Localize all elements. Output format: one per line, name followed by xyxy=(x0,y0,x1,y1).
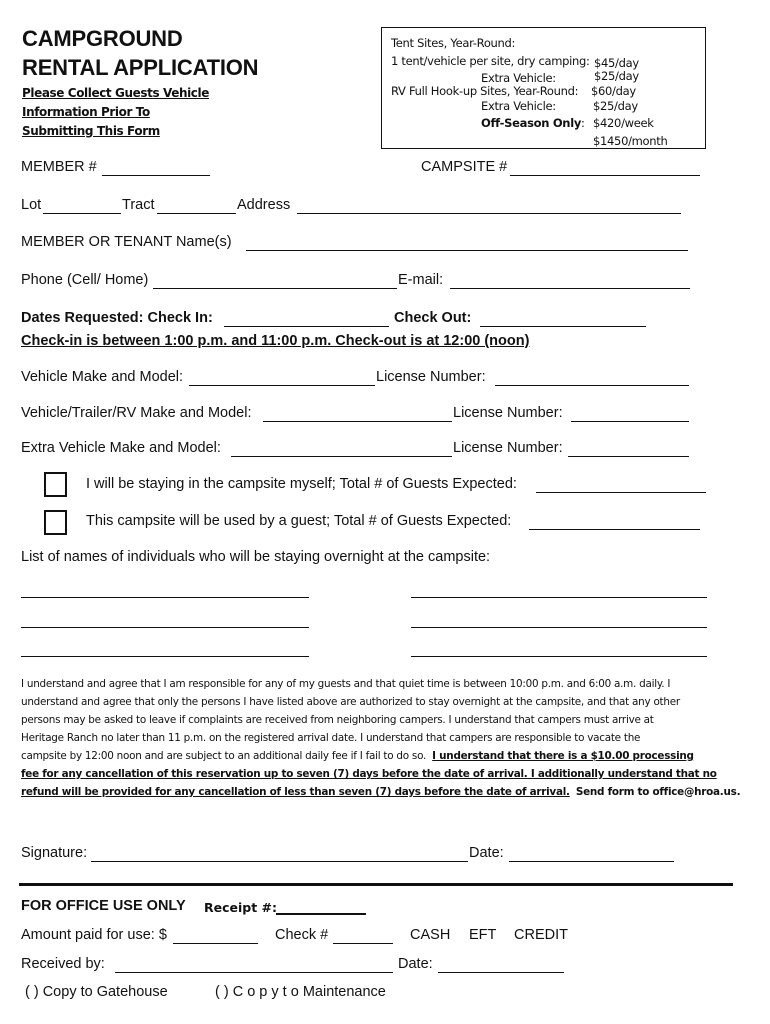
member-tenant-field[interactable] xyxy=(246,250,688,251)
email-field[interactable] xyxy=(450,288,690,289)
license3-field[interactable] xyxy=(568,456,689,457)
rates-tent-extra-price: $25/day xyxy=(594,69,639,83)
stay-myself-label: I will be staying in the campsite myself; Total # of Guests Expected: xyxy=(86,476,517,492)
guest-use-label: This campsite will be used by a guest; Total # of Guests Expected: xyxy=(86,513,512,529)
license2-field[interactable] xyxy=(571,421,689,422)
terms-line: campsite by 12:00 noon and are subject to an additional daily fee if I fail to do so. I understand that there is a $10.00 processing xyxy=(21,750,694,762)
guest-name-field[interactable] xyxy=(21,656,309,657)
office-date-label: Date: xyxy=(398,956,433,972)
terms-line: refund will be provided for any cancellation of less than seven (7) days before the date of arrival. Send form to office@hroa.us. xyxy=(21,786,741,798)
amount-paid-field[interactable] xyxy=(173,943,258,944)
member-tenant-label: MEMBER OR TENANT Name(s) xyxy=(21,234,232,250)
office-use-title: FOR OFFICE USE ONLY xyxy=(21,898,186,914)
amount-paid-label: Amount paid for use: $ xyxy=(21,927,167,943)
guest-name-field[interactable] xyxy=(21,597,309,598)
terms-line: I understand and agree that I am responsible for any of my guests and that quiet time is between 10:00 p.m. and 6:00 a.m. daily. I xyxy=(21,678,671,690)
member-number-field[interactable] xyxy=(102,175,210,176)
note-line3: Submitting This Form xyxy=(22,124,160,138)
signature-date-label: Date: xyxy=(469,845,504,861)
email-label: E-mail: xyxy=(398,272,444,288)
license1-field[interactable] xyxy=(495,385,689,386)
checkout-label: Check Out: xyxy=(394,310,472,326)
cash-option[interactable]: CASH xyxy=(410,927,451,943)
campsite-number-field[interactable] xyxy=(510,175,700,176)
address-label: Address xyxy=(237,197,291,213)
member-label: MEMBER # xyxy=(21,159,97,175)
tract-label: Tract xyxy=(122,197,155,213)
license1-label: License Number: xyxy=(376,369,486,385)
note-line1: Please Collect Guests Vehicle xyxy=(22,86,209,100)
signature-field[interactable] xyxy=(91,861,468,862)
lot-label: Lot xyxy=(21,197,42,213)
extra-vehicle-field[interactable] xyxy=(231,456,452,457)
guest-name-field[interactable] xyxy=(21,627,309,628)
copy-maintenance-option[interactable]: ( ) C o p y t o Maintenance xyxy=(215,984,386,1000)
check-number-field[interactable] xyxy=(333,943,393,944)
terms-line: persons may be asked to leave if complaints are received from neighboring campers. I understand that campers must arrive at xyxy=(21,714,654,726)
rates-month-price: $1450/month xyxy=(593,134,668,148)
copy-gatehouse-option[interactable]: ( ) Copy to Gatehouse xyxy=(25,984,168,1000)
license3-label: License Number: xyxy=(453,440,563,456)
checkin-note: Check-in is between 1:00 p.m. and 11:00 p.m. Check-out is at 12:00 (noon) xyxy=(21,333,530,349)
rates-week-price: $420/week xyxy=(593,116,654,130)
guest-use-checkbox[interactable] xyxy=(44,510,67,535)
guest-name-field[interactable] xyxy=(411,597,707,598)
rates-rv-extra-label: Extra Vehicle: xyxy=(481,99,556,113)
receipt-field[interactable] xyxy=(276,913,366,915)
guests-expected-guest-field[interactable] xyxy=(529,529,700,530)
rates-offseason-label: Off-Season Only: xyxy=(481,116,585,130)
checkout-field[interactable] xyxy=(480,326,646,327)
vehicle-label: Vehicle Make and Model: xyxy=(21,369,184,385)
check-number-label: Check # xyxy=(275,927,329,943)
lot-field[interactable] xyxy=(43,213,121,214)
trailer-field[interactable] xyxy=(263,421,452,422)
signature-date-field[interactable] xyxy=(509,861,674,862)
office-date-field[interactable] xyxy=(438,972,564,973)
extra-vehicle-label: Extra Vehicle Make and Model: xyxy=(21,440,221,456)
address-field[interactable] xyxy=(297,213,681,214)
license2-label: License Number: xyxy=(453,405,563,421)
note-line2: Information Prior To xyxy=(22,105,150,119)
checkin-field[interactable] xyxy=(224,326,389,327)
rates-tent-label: 1 tent/vehicle per site, dry camping: xyxy=(391,54,590,68)
form-title-line1: CAMPGROUND xyxy=(22,26,183,51)
vehicle-field[interactable] xyxy=(189,385,375,386)
campsite-label: CAMPSITE # xyxy=(421,159,508,175)
received-by-field[interactable] xyxy=(115,972,393,973)
rates-tent-price: $45/day xyxy=(594,56,639,70)
terms-line: understand and agree that only the persons I have listed above are authorized to stay overnight at the campsite, and that any other xyxy=(21,696,680,708)
receipt-label: Receipt #: xyxy=(204,900,278,915)
form-title-line2: RENTAL APPLICATION xyxy=(22,55,259,80)
rates-rv-extra-price: $25/day xyxy=(593,99,638,113)
office-divider xyxy=(19,883,733,886)
names-list-label: List of names of individuals who will be staying overnight at the campsite: xyxy=(21,549,491,565)
terms-line: fee for any cancellation of this reservation up to seven (7) days before the date of arrival. I additionally understand that no xyxy=(21,768,717,780)
terms-line: Heritage Ranch no later than 11 p.m. on the registered arrival date. I understand that campers are responsible to vacate the xyxy=(21,732,641,744)
stay-myself-checkbox[interactable] xyxy=(44,472,67,497)
terms-paragraph xyxy=(21,675,740,801)
eft-option[interactable]: EFT xyxy=(469,927,497,943)
received-by-label: Received by: xyxy=(21,956,105,972)
trailer-label: Vehicle/Trailer/RV Make and Model: xyxy=(21,405,252,421)
rates-rv-label: RV Full Hook-up Sites, Year-Round: xyxy=(391,84,579,98)
guest-name-field[interactable] xyxy=(411,656,707,657)
rates-tent-extra-label: Extra Vehicle: xyxy=(481,71,556,85)
guest-name-field[interactable] xyxy=(411,627,707,628)
tract-field[interactable] xyxy=(157,213,236,214)
signature-label: Signature: xyxy=(21,845,88,861)
phone-field[interactable] xyxy=(153,288,397,289)
checkin-label: Dates Requested: Check In: xyxy=(21,310,213,326)
rates-title: Tent Sites, Year-Round: xyxy=(391,36,516,50)
credit-option[interactable]: CREDIT xyxy=(514,927,568,943)
guests-expected-self-field[interactable] xyxy=(536,492,706,493)
rates-rv-price: $60/day xyxy=(591,84,636,98)
phone-label: Phone (Cell/ Home) xyxy=(21,272,149,288)
